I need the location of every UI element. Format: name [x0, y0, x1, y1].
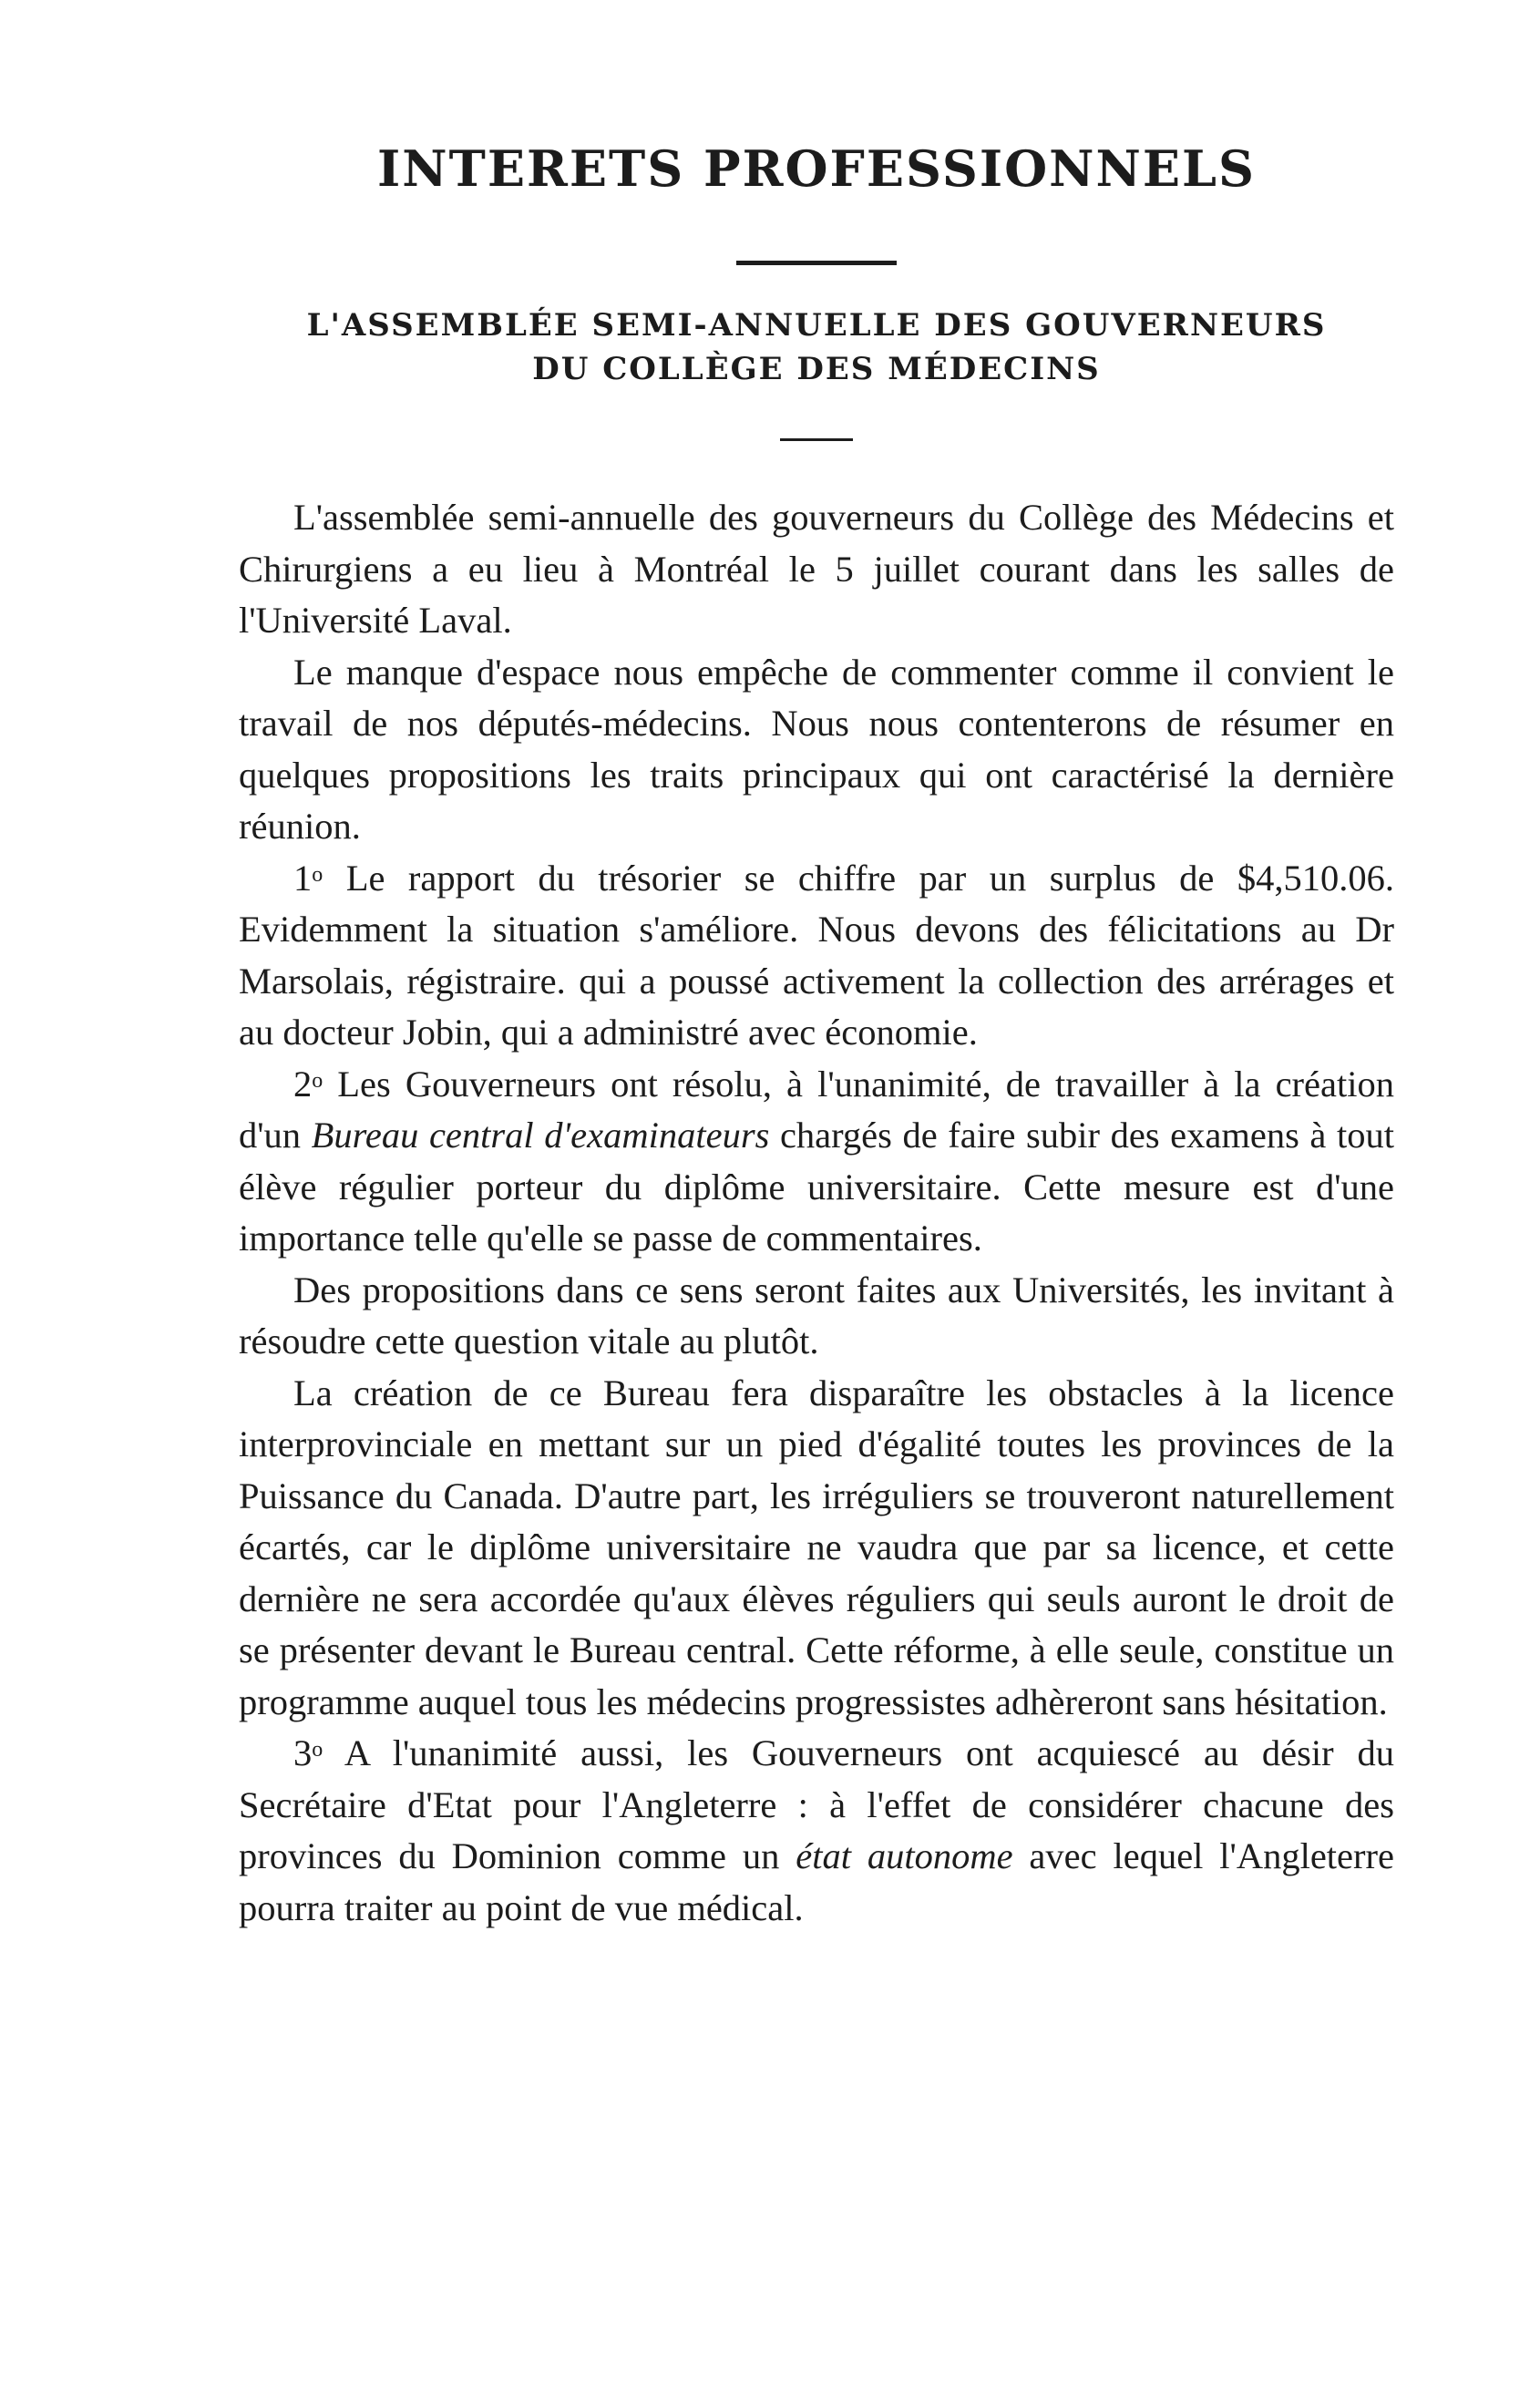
point-2-italic: Bureau central d'examinateurs [311, 1115, 770, 1156]
point-2-text-before: Les Gouverneurs ont résolu, à l'unanimité, de travailler à la création d'un [239, 1063, 1394, 1156]
point-2-text-after: chargés de faire subir des examens à tout élève régulier porteur du diplôme universitaire. Cette mesure est d'une importance telle qu'elle se passe de commentaires. [239, 1115, 1394, 1259]
paragraph-context: Le manque d'espace nous empêche de commenter comme il convient le travail de nos députés-médecins. Nous nous contenterons de résumer en quelques propositions les traits principaux qui ont caractérisé la dernière réunion. [239, 651, 1394, 847]
article-heading-line-1: L'ASSEMBLÉE SEMI-ANNUELLE DES GOUVERNEURS [306, 307, 1327, 344]
point-3-italic: état autonome [796, 1835, 1013, 1876]
point-2-number: 2 [293, 1063, 313, 1105]
point-2-degree: o [312, 1068, 323, 1093]
paragraph-point-2 [239, 1059, 1394, 1265]
point-1-number: 1 [293, 857, 313, 899]
point-3-text-after: avec lequel l'Angleterre pourra traiter au point de vue médical. [239, 1835, 1394, 1928]
paragraph-bureau: La création de ce Bureau fera disparaître les obstacles à la licence interprovinciale en mettant sur un pied d'égalité toutes les provinces de la Puissance du Canada. D'autre part, les irréguliers se trouveront naturellement écartés, car le diplôme universitaire ne vaudra que par sa licence, et cette dernière ne sera accordée qu'aux élèves réguliers qui seuls auront le droit de se présenter devant le Bureau central. Cette réforme, à elle seule, constitue un programme auquel tous les médecins progressistes adhèreront sans hésitation. [239, 1372, 1394, 1722]
paragraph-propositions: Des propositions dans ce sens seront faites aux Universités, les invitant à résoudre cette question vitale au plutôt. [239, 1269, 1394, 1362]
point-1-degree: o [312, 862, 323, 887]
point-1-text: Le rapport du trésorier se chiffre par un surplus de $4,510.06. Evidemment la situation s'améliore. Nous devons des félicitations au Dr Marsolais, régistraire. qui a poussé activement la collection des arrérages et au docteur Jobin, qui a administré avec économie. [239, 857, 1394, 1053]
paragraph-point-3 [239, 1728, 1394, 1934]
article-body [239, 492, 1394, 1934]
article-heading-line-2: DU COLLÈGE DES MÉDECINS [532, 351, 1101, 387]
paragraph-point-1 [239, 853, 1394, 1059]
point-3-text-before: A l'unanimité aussi, les Gouverneurs ont acquiescé au désir du Secrétaire d'Etat pour l'Angleterre : à l'effet de considérer chacune des provinces du Dominion comme un [239, 1732, 1394, 1876]
point-3-degree: o [312, 1738, 323, 1762]
heading-divider [780, 438, 853, 441]
title-divider [736, 261, 897, 265]
document-page [239, 128, 1394, 1934]
point-3-number: 3 [293, 1732, 313, 1773]
paragraph-intro: L'assemblée semi-annuelle des gouverneurs du Collège des Médecins et Chirurgiens a eu lieu à Montréal le 5 juillet courant dans les salles de l'Université Laval. [239, 497, 1394, 641]
article-heading [239, 303, 1394, 391]
section-title: INTERETS PROFESSIONNELS [377, 139, 1256, 198]
